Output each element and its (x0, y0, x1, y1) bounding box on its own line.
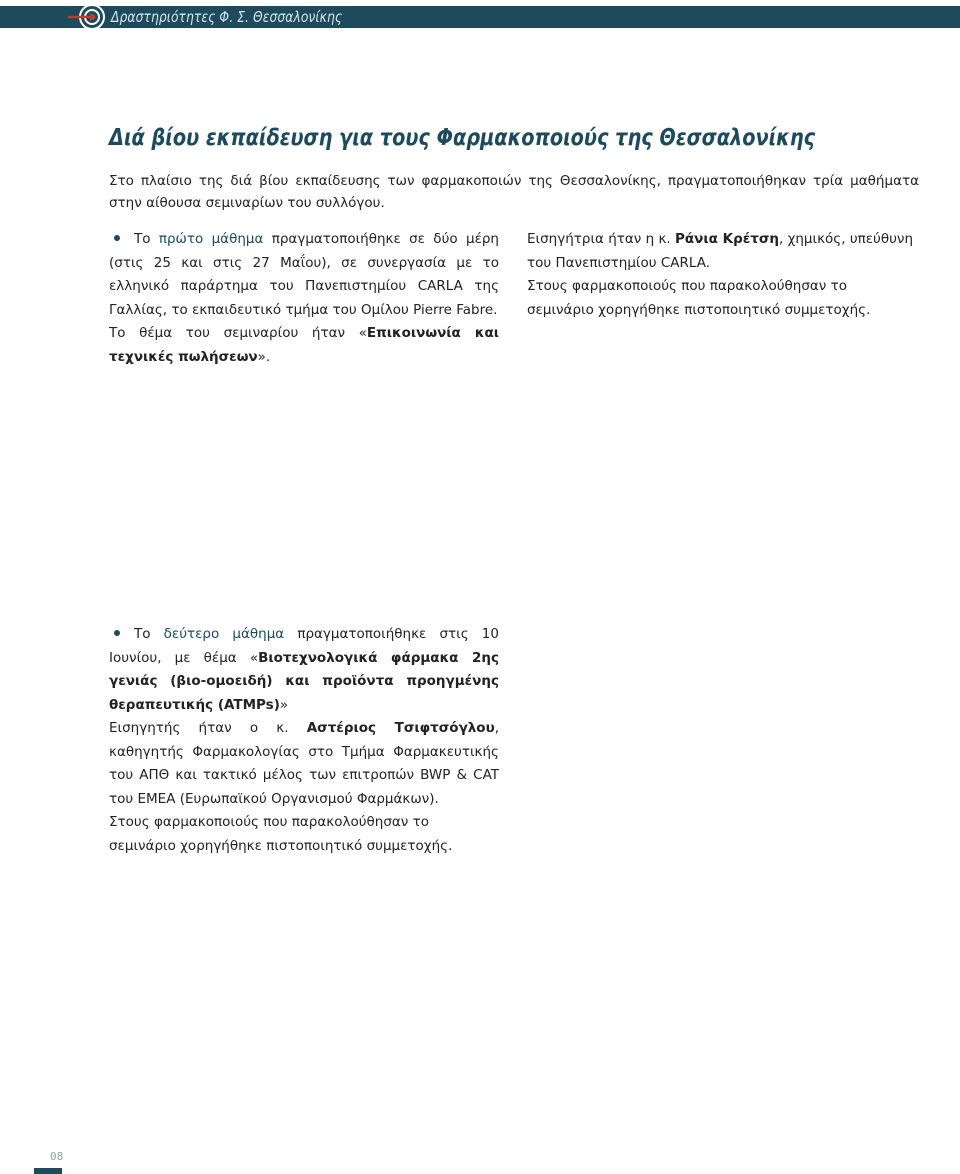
lesson1-highlight: πρώτο μάθημα (158, 231, 264, 247)
lesson1-speaker: Εισηγήτρια ήταν η κ. Ράνια Κρέτση, χημικός, υπεύθυνη του Πανεπιστημίου CARLA. (527, 231, 914, 271)
lesson2-speaker-name: Αστέριος Τσιφτσόγλου (306, 720, 495, 736)
lesson1-column (109, 228, 499, 369)
header-title: Δραστηριότητες Φ. Σ. Θεσσαλονίκης (111, 8, 343, 26)
target-arrow-icon (66, 2, 106, 32)
lesson2-topic-title: Βιοτεχνολογικά φάρμακα 2ης γενιάς (βιο-ομοειδή) και προϊόντα προηγμένης θεραπευτικής (ATMPs) (109, 649, 499, 713)
lesson1-continuation (527, 228, 917, 322)
lesson1-topic: Το θέμα του σεμιναρίου ήταν «Επικοινωνία και τεχνικές πωλήσεων». (109, 325, 499, 365)
bullet-icon (114, 235, 120, 241)
page-number-bar (34, 1168, 62, 1174)
intro-paragraph: Στο πλαίσιο της διά βίου εκπαίδευσης των φαρμακοποιών της Θεσσαλονίκης, πραγματοποιήθηκαν τρία μαθήματα στην αίθουσα σεμιναρίων του συλλόγου. (109, 173, 919, 211)
lesson2-highlight: δεύτερο μάθημα (163, 626, 285, 642)
page-number: 08 (50, 1150, 64, 1163)
lesson1-speaker-name: Ράνια Κρέτση (675, 231, 779, 247)
article-title: Διά βίου εκπαίδευση για τους Φαρμακοποιούς της Θεσσαλονίκης (109, 125, 816, 151)
lesson1-topic-title: Επικοινωνία και τεχνικές πωλήσεων (109, 325, 499, 365)
lesson1-paragraph: Το πρώτο μάθημα πραγματοποιήθηκε σε δύο μέρη (στις 25 και στις 27 Μαΐου), σε συνεργασία με το ελληνικό παράρτημα του Πανεπιστημίου CARLA της Γαλλίας, το εκπαιδευτικό τμήμα του Ομίλου Pierre Fabre. (109, 231, 499, 318)
lesson2-certificate: Στους φαρμακοποιούς που παρακολούθησαν το σεμινάριο χορηγήθηκε πιστοποιητικό συμμετοχής. (109, 814, 453, 854)
page-number-marker (34, 1138, 64, 1174)
lesson2-paragraph: Το δεύτερο μάθημα πραγματοποιήθηκε στις 10 Ιουνίου, με θέμα «Βιοτεχνολογικά φάρμακα 2ης γενιάς (βιο-ομοειδή) και προϊόντα προηγμένης θεραπευτικής (ATMPs)» (109, 626, 499, 713)
bullet-icon (114, 630, 120, 636)
lesson2-speaker: Εισηγητής ήταν ο κ. Αστέριος Τσιφτσόγλου, καθηγητής Φαρμακολογίας στο Τμήμα Φαρμακευτικής του ΑΠΘ και τακτικό μέλος των επιτροπών BWP & CAT του EMEA (Ευρωπαϊκού Οργανισμού Φαρμάκων). (109, 720, 499, 807)
lesson2-column (109, 623, 499, 858)
lesson1-certificate: Στους φαρμακοποιούς που παρακολούθησαν το σεμινάριο χορηγήθηκε πιστοποιητικό συμμετοχής. (527, 278, 871, 318)
